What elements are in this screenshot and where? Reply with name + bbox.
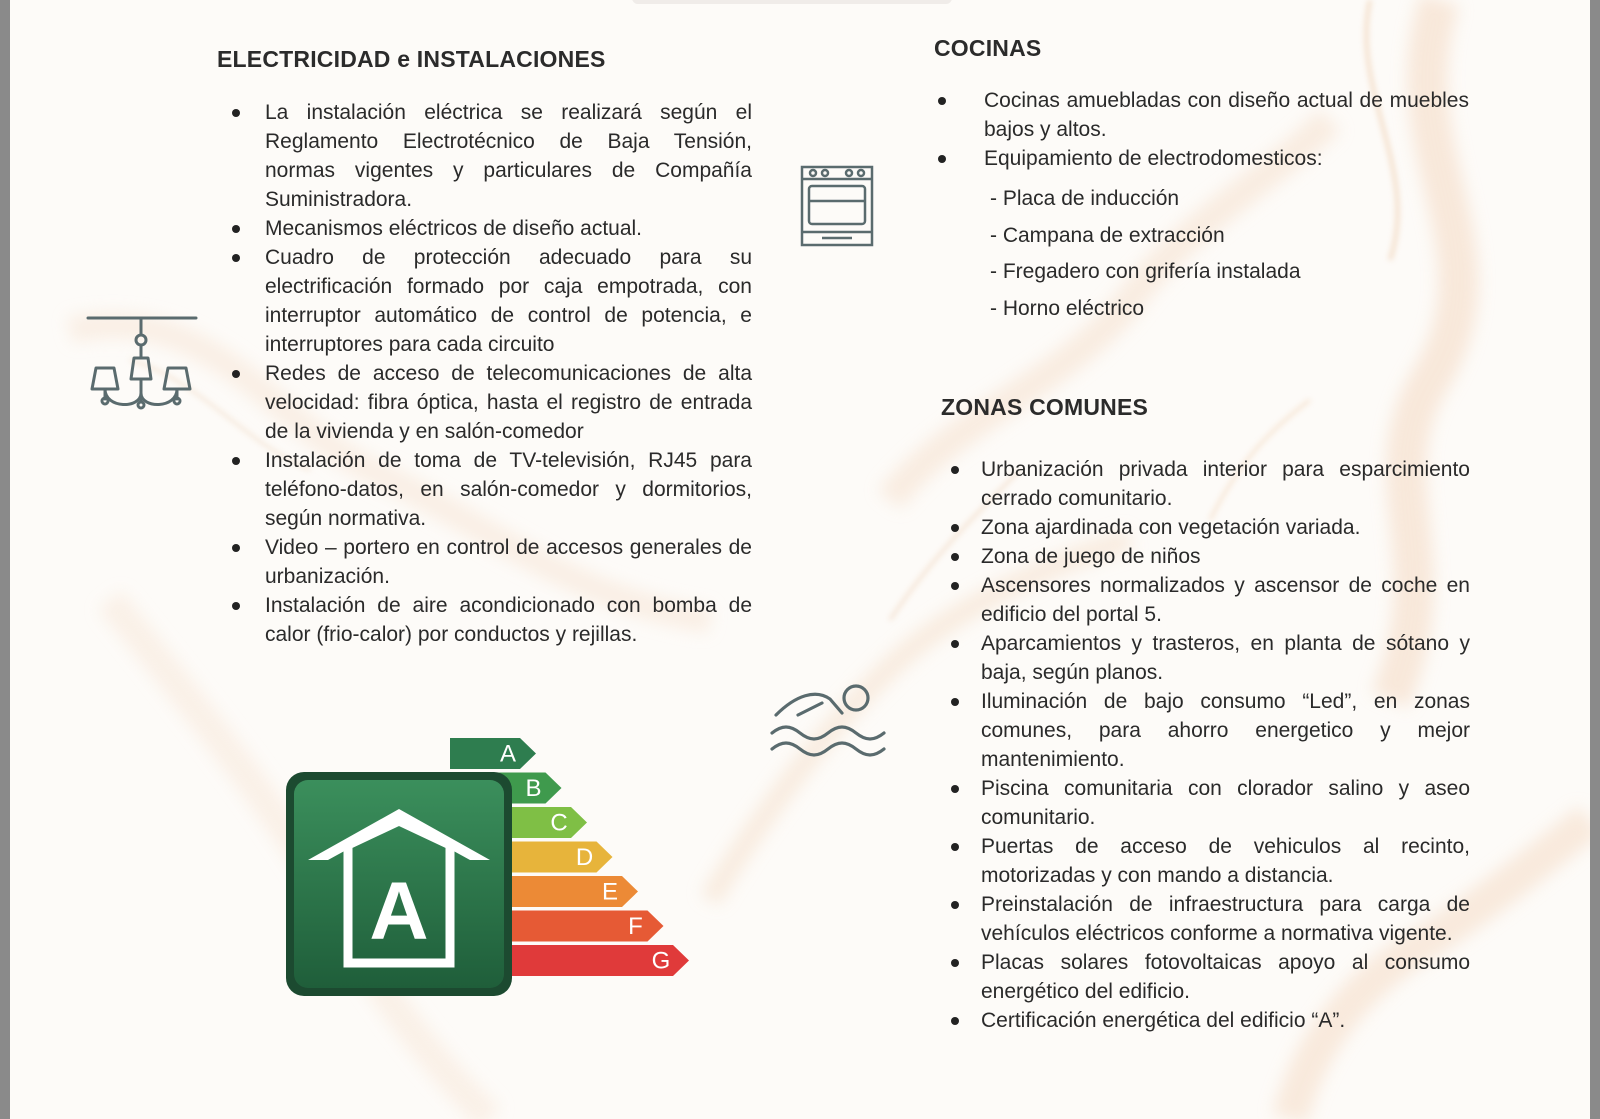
list-item: Iluminación de bajo consumo “Led”, en zonas comunes, para ahorro energetico y mejor mantenimiento. xyxy=(981,687,1470,774)
zonas-comunes-title: ZONAS COMUNES xyxy=(941,394,1149,420)
list-item: Video – portero en control de accesos generales de urbanización. xyxy=(265,533,752,591)
energy-bar-label: F xyxy=(628,913,643,940)
list-item: Certificación energética del edificio “A”. xyxy=(981,1006,1470,1035)
brochure-page xyxy=(10,0,1590,1119)
energy-certificate-icon xyxy=(280,735,700,1015)
energy-bar-label: E xyxy=(601,878,619,906)
list-item: Instalación de aire acondicionado con bomba de calor (frio-calor) por conductos y rejillas. xyxy=(265,591,752,649)
list-item: Ascensores normalizados y ascensor de coche en edificio del portal 5. xyxy=(981,571,1470,629)
chandelier-icon xyxy=(86,313,201,423)
equipment-item: - Campana de extracción xyxy=(990,223,1225,247)
electricidad-title: ELECTRICIDAD e INSTALACIONES xyxy=(217,46,606,72)
list-item: Cocinas amuebladas con diseño actual de muebles bajos y altos. xyxy=(984,86,1469,144)
list-item: La instalación eléctrica se realizará según el Reglamento Electrotécnico de Baja Tensión, normas vigentes y particulares de Compañía Suministradora. xyxy=(265,98,752,214)
electricidad-list xyxy=(265,98,752,649)
list-item: Piscina comunitaria con clorador salino y aseo comunitario. xyxy=(981,774,1470,832)
list-item: Placas solares fotovoltaicas apoyo al consumo energético del edificio. xyxy=(981,948,1470,1006)
equipment-item: - Placa de inducción xyxy=(990,187,1180,210)
list-item: Equipamiento de electrodomesticos: xyxy=(984,144,1469,173)
cocinas-title: COCINAS xyxy=(934,35,1042,61)
list-item: Redes de acceso de telecomunicaciones de alta velocidad: fibra óptica, hasta el registro de entrada de la vivienda y en salón-comedor xyxy=(265,359,752,446)
list-item: Instalación de toma de TV-televisión, RJ45 para teléfono-datos, en salón-comedor y dormitorios, según normativa. xyxy=(265,446,752,533)
list-item: Cuadro de protección adecuado para su electrificación formado por caja empotrada, con interruptor automático de control de potencia, e interruptores para cada circuito xyxy=(265,243,752,359)
equipment-item: - Horno eléctrico xyxy=(990,296,1145,320)
list-item: Zona ajardinada con vegetación variada. xyxy=(981,513,1470,542)
cocinas-equipment-list xyxy=(990,181,1301,327)
energy-bar-label: C xyxy=(550,809,568,837)
energy-bar-label: G xyxy=(651,947,671,975)
list-item: Puertas de acceso de vehiculos al recinto, motorizadas y con mando a distancia. xyxy=(981,832,1470,890)
zonas-comunes-list xyxy=(981,455,1470,1035)
energy-rating-letter: A xyxy=(369,866,429,957)
list-item: Mecanismos eléctricos de diseño actual. xyxy=(265,214,752,243)
energy-bar-label: B xyxy=(525,775,542,802)
energy-bar-label: D xyxy=(575,844,594,871)
list-item: Urbanización privada interior para esparcimiento cerrado comunitario. xyxy=(981,455,1470,513)
list-item: Zona de juego de niños xyxy=(981,542,1470,571)
energy-bar-a xyxy=(450,738,536,769)
swimmer-icon xyxy=(768,681,890,757)
oven-icon xyxy=(800,165,874,249)
list-item: Preinstalación de infraestructura para carga de vehículos eléctricos conforme a normativa vigente. xyxy=(981,890,1470,948)
cocinas-list xyxy=(984,86,1469,173)
energy-bar-label: A xyxy=(499,740,517,768)
equipment-item: - Fregadero con grifería instalada xyxy=(990,260,1301,283)
list-item: Aparcamientos y trasteros, en planta de sótano y baja, según planos. xyxy=(981,629,1470,687)
